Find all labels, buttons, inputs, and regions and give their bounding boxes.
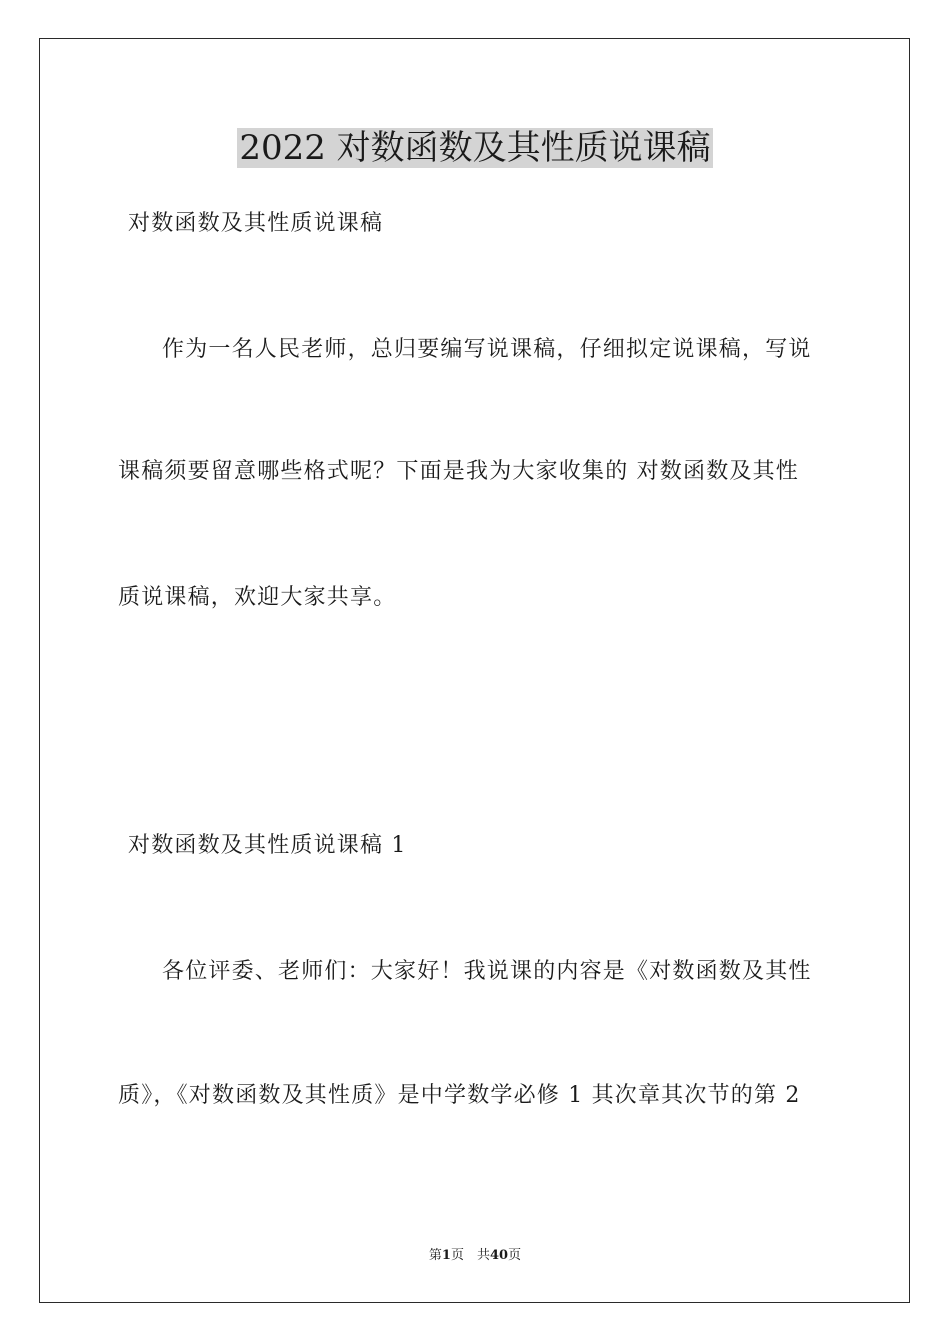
footer-current-page: 1 (441, 1248, 451, 1263)
intro-line-1: 作为一名人民老师，总归要编写说课稿，仔细拟定说课稿，写说 (162, 337, 812, 362)
document-subtitle: 对数函数及其性质说课稿 (128, 211, 384, 236)
intro-line-3: 质说课稿，欢迎大家共享。 (118, 585, 397, 610)
document-title-text: 2022 对数函数及其性质说课稿 (239, 128, 711, 168)
footer-suffix: 页 (508, 1248, 522, 1263)
document-title (0, 126, 950, 170)
intro-line-2: 课稿须要留意哪些格式呢？下面是我为大家收集的 对数函数及其性 (118, 459, 799, 484)
page-footer (0, 1247, 950, 1265)
body-line-2: 质》，《对数函数及其性质》是中学数学必修 1 其次章其次节的第 2 (118, 1083, 801, 1108)
footer-middle: 页 共 (450, 1248, 490, 1263)
body-line-1: 各位评委、老师们：大家好！我说课的内容是《对数函数及其性 (162, 959, 812, 984)
footer-prefix: 第 (428, 1248, 442, 1263)
section-heading: 对数函数及其性质说课稿 1 (128, 833, 407, 858)
footer-total-pages: 40 (489, 1248, 509, 1263)
